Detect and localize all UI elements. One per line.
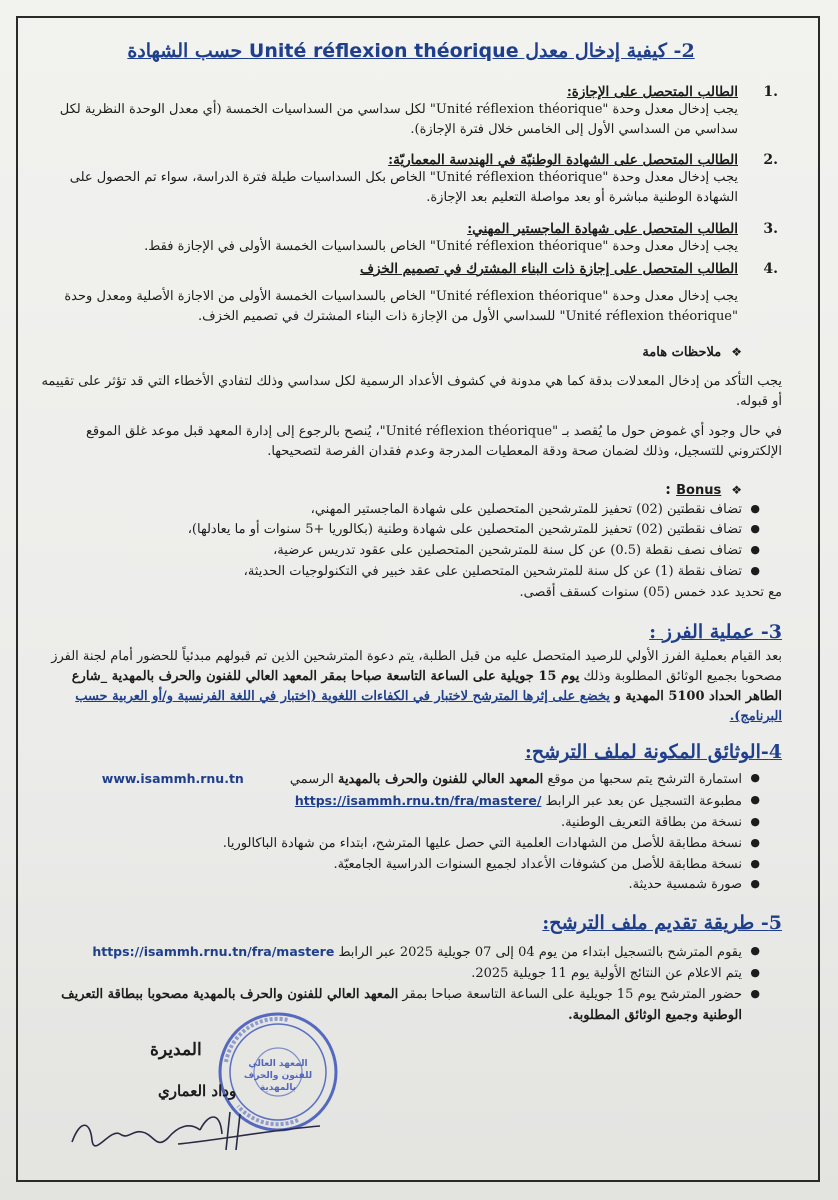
- list-item: [40, 791, 782, 813]
- signature-name: وداد العماري: [158, 1082, 237, 1100]
- item-text: يجب إدخال معدل وحدة "Unité réflexion théorique" لكل سداسي من السداسيات الخمسة (أي معدل الوحدة النظرية لكل سداسي من السداسي الأول إلى الخامس خلال فترة الإجازة).: [59, 102, 738, 138]
- signature-block: [50, 1010, 390, 1180]
- item-title: الطالب المتحصل على الإجازة:: [566, 84, 738, 100]
- section3-and: و: [609, 689, 626, 705]
- list-item: [40, 942, 782, 964]
- section5-heading: 5- طريقة تقديم ملف الترشح:: [542, 912, 782, 935]
- bullet-icon: ●: [750, 856, 760, 870]
- bullet-icon: ●: [750, 944, 760, 958]
- bullet-icon: ●: [750, 522, 760, 536]
- notes-title: ملاحظات هامة: [642, 344, 722, 360]
- list-item: [40, 261, 782, 327]
- bullet-icon: ●: [750, 563, 760, 577]
- item-title: الطالب المتحصل على شهادة الماجستير المهني:: [467, 220, 738, 237]
- doc-item-text: نسخة مطابقة للأصل من الشهادات العلمية التي حصل عليها المترشح، ابتداء من شهادة الباكالوريا.: [222, 835, 742, 851]
- list-item: [40, 964, 782, 985]
- item-text: يجب إدخال معدل وحدة "Unité réflexion théorique" الخاص بكل السداسيات طيلة فترة الدراسة، سواء تم الحصول على الشهادة الوطنية مباشرة أو بعد مواصلة التعليم بعد الإجازة.: [69, 170, 738, 206]
- section3-paragraph: [40, 647, 782, 728]
- bullet-icon: ●: [750, 835, 760, 849]
- bonus-heading: [40, 479, 782, 498]
- item-title: الطالب المتحصل على إجازة ذات البناء المشترك في تصميم الخزف: [359, 260, 738, 277]
- item-number: .1: [763, 84, 778, 100]
- list-item: [40, 562, 782, 583]
- diamond-bullet-icon: ❖: [731, 344, 742, 359]
- bonus-footer: مع تحديد عدد خمس (05) سنوات كسقف أقصى.: [519, 584, 782, 600]
- svg-text:بالمهدية: بالمهدية: [259, 1083, 297, 1093]
- bullet-icon: ●: [750, 877, 760, 891]
- bullet-icon: ●: [750, 501, 760, 515]
- section2-list: [40, 84, 782, 327]
- item-number: .3: [763, 220, 778, 237]
- bullet-icon: ●: [750, 771, 760, 785]
- bonus-item-text: تضاف نصف نقطة (0.5) عن كل سنة للمترشحين المتحصلين على عقود تدريس عرضية،: [273, 543, 742, 559]
- registration-link[interactable]: https://isammh.rnu.tn/fra/mastere/: [294, 793, 542, 809]
- doc-item-text: نسخة مطابقة للأصل من كشوفات الأعداد لجميع السنوات الدراسية الجامعيّة.: [333, 856, 742, 872]
- note-paragraph: في حال وجود أي غموض حول ما يُقصد بـ "Unité réflexion théorique"، يُنصح بالرجوع إلى إدارة المعهد قبل موعد غلق الموقع الإلكتروني للتسجيل، وذلك لضمان صحة ودقة المعطيات المدرجة وعدم فقدان الفرصة لتصحيحها.: [86, 424, 782, 460]
- registration-link[interactable]: https://isammh.rnu.tn/fra/mastere: [92, 944, 335, 960]
- item-title: الطالب المتحصل على الشهادة الوطنيّة في الهندسة المعماريّة:: [388, 152, 738, 169]
- bullet-icon: ●: [750, 815, 760, 829]
- submit-item-bold: المعهد العالي للفنون والحرف بالمهدية مصحوبا ببطاقة التعريف الوطنية وجميع الوثائق المطلوبة.: [61, 986, 742, 1023]
- svg-text:المعهد العالي: المعهد العالي: [248, 1059, 308, 1069]
- bonus-item-text: تضاف نقطتين (02) تحفيز للمترشحين المتحصلين على شهادة وطنية (بكالوريا +5 سنوات أو ما يعادلها)،: [187, 522, 742, 538]
- section2-heading-french: Unité réflexion théorique: [248, 40, 519, 62]
- item-number: .4: [763, 260, 778, 277]
- bonus-title: Bonus: [676, 482, 722, 498]
- section2-heading-part2: حسب الشهادة: [127, 40, 249, 62]
- list-item: [40, 875, 782, 896]
- bullet-icon: ●: [750, 543, 760, 557]
- document-content: [40, 26, 782, 1026]
- bonus-colon: :: [665, 478, 672, 498]
- section2-heading-part1: 2- كيفية إدخال معدل: [518, 40, 695, 62]
- signature-title: المديرة: [150, 1040, 202, 1060]
- section4-list: [40, 769, 782, 896]
- list-item: [40, 834, 782, 855]
- list-item: [40, 84, 782, 140]
- doc-item-text2: الرسمي: [289, 772, 338, 788]
- section3-text: بعد القيام بعملية الفرز الأولي للرصيد المتحصل عليه من قبل الطلبة، يتم دعوة المترشحين الذين تم قبولهم مبدئياً للحضور أمام لجنة الفرز مصحوبا بجميع الوثائق المطلوبة وذلك: [51, 648, 782, 685]
- diamond-bullet-icon: ❖: [731, 482, 742, 497]
- list-item: [40, 221, 782, 257]
- list-item: [40, 813, 782, 834]
- list-item: [40, 855, 782, 876]
- svg-text:للفنون والحرف: للفنون والحرف: [243, 1071, 313, 1081]
- list-item: [40, 520, 782, 541]
- doc-item-text: صورة شمسية حديثة.: [628, 877, 742, 893]
- bullet-icon: ●: [750, 966, 760, 980]
- item-number: .2: [763, 152, 778, 169]
- list-item: [40, 541, 782, 562]
- bonus-list: [40, 500, 782, 583]
- item-text: يجب إدخال معدل وحدة "Unité réflexion théorique" الخاص بالسداسيات الخمسة الأولى من الاجازة الأصلية ومعدل وحدة "Unité réflexion théorique" للسداسي الأول من الإجازة ذات البناء المشترك في تصميم الخزف.: [64, 288, 738, 324]
- submit-item-text: يقوم المترشح بالتسجيل ابتداء من يوم 04 إلى 07 جويلية 2025 عبر الرابط: [334, 945, 742, 961]
- submit-item-text: يتم الاعلام عن النتائج الأولية يوم 11 جويلية 2025.: [471, 966, 742, 982]
- doc-item-bold: المعهد العالي للفنون والحرف بالمهدية: [337, 772, 544, 788]
- section3-heading: 3- عملية الفرز :: [649, 620, 782, 643]
- section3-bold-text: يوم 15 جويلية على الساعة التاسعة صباحا بمقر المعهد العالي للفنون والحرف بالمهدية _شارع الطاهر الحداد 5100 المهدية: [71, 669, 782, 705]
- list-item: [40, 152, 782, 208]
- list-item: [40, 769, 782, 791]
- doc-item-text: استمارة الترشح يتم سحبها من موقع: [543, 772, 742, 788]
- list-item: [40, 500, 782, 521]
- doc-item-text: مطبوعة التسجيل عن بعد عبر الرابط: [541, 794, 742, 810]
- bonus-item-text: تضاف نقطتين (02) تحفيز للمترشحين المتحصلين على شهادة الماجستير المهني،: [310, 501, 742, 517]
- doc-item-text: نسخة من بطاقة التعريف الوطنية.: [561, 815, 742, 831]
- section3-blue-text: (اختبار في اللغة الفرنسية و/أو العربية حسب البرنامج).: [75, 689, 782, 725]
- section3-underlined-text: يخضع على إثرها المترشح لاختبار في الكفاءات اللغوية: [321, 689, 610, 705]
- item-text: يجب إدخال معدل وحدة "Unité réflexion théorique" الخاص بالسداسيات الخمسة الأولى في الإجازة فقط.: [144, 238, 738, 254]
- bullet-icon: ●: [750, 986, 760, 1000]
- notes-heading: [40, 341, 782, 360]
- section4-heading: 4-الوثائق المكونة لملف الترشح:: [524, 741, 782, 764]
- website-link[interactable]: www.isammh.rnu.tn: [101, 771, 244, 787]
- note-paragraph: يجب التأكد من إدخال المعدلات بدقة كما هي مدونة في كشوف الأعداد الرسمية لكل سداسي وذلك لتفادي الأخطاء التي قد تؤثر على تقييمه أو قبوله.: [41, 373, 782, 410]
- bullet-icon: ●: [750, 793, 760, 807]
- bonus-item-text: تضاف نقطة (1) عن كل سنة للمترشحين المتحصلين على عقد خبير في التكنولوجيات الحديثة،: [243, 563, 742, 579]
- section2-heading: [40, 40, 782, 62]
- submit-item-text: حضور المترشح يوم 15 جويلية على الساعة التاسعة صباحا بمقر: [398, 986, 742, 1002]
